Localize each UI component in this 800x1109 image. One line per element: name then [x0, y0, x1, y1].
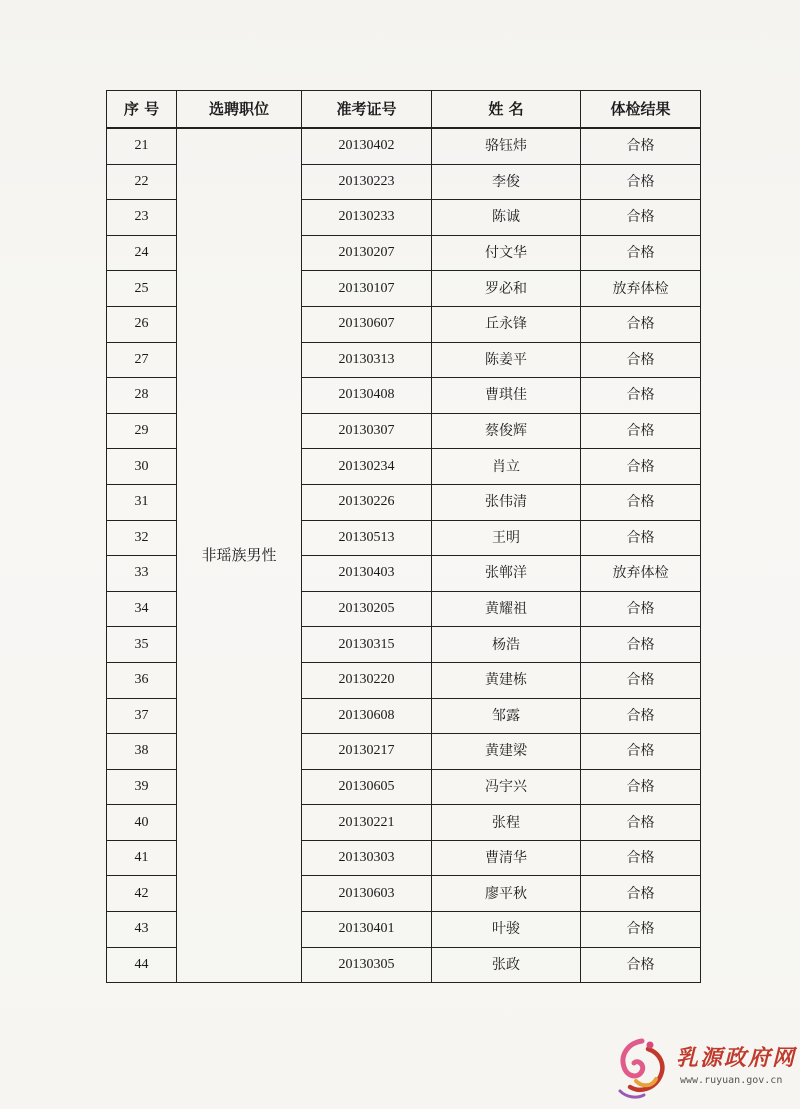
- cell-seq: 39: [107, 769, 177, 805]
- dragon-logo-icon: [612, 1035, 674, 1101]
- cell-name: 付文华: [432, 235, 581, 271]
- cell-seq: 29: [107, 413, 177, 449]
- header-exam-id: 准考证号: [302, 91, 432, 129]
- cell-seq: 22: [107, 164, 177, 200]
- watermark-brand: 乳源政府网: [676, 1046, 797, 1071]
- cell-result: 合格: [581, 591, 701, 627]
- cell-exam-id: 20130221: [302, 805, 432, 841]
- cell-result: 合格: [581, 805, 701, 841]
- cell-seq: 41: [107, 840, 177, 876]
- header-result: 体检结果: [581, 91, 701, 129]
- cell-seq: 34: [107, 591, 177, 627]
- cell-result: 合格: [581, 627, 701, 663]
- cell-name: 蔡俊辉: [432, 413, 581, 449]
- cell-name: 陈姜平: [432, 342, 581, 378]
- cell-exam-id: 20130307: [302, 413, 432, 449]
- cell-exam-id: 20130226: [302, 484, 432, 520]
- cell-name: 骆钰炜: [432, 128, 581, 164]
- exam-result-table: [106, 90, 701, 983]
- cell-seq: 25: [107, 271, 177, 307]
- cell-exam-id: 20130401: [302, 912, 432, 948]
- cell-exam-id: 20130303: [302, 840, 432, 876]
- cell-result: 合格: [581, 947, 701, 983]
- cell-result: 合格: [581, 200, 701, 236]
- cell-exam-id: 20130402: [302, 128, 432, 164]
- cell-name: 张程: [432, 805, 581, 841]
- cell-seq: 23: [107, 200, 177, 236]
- cell-result: 合格: [581, 128, 701, 164]
- cell-name: 冯宇兴: [432, 769, 581, 805]
- cell-seq: 40: [107, 805, 177, 841]
- cell-name: 丘永锋: [432, 306, 581, 342]
- cell-result: 合格: [581, 235, 701, 271]
- cell-name: 张郸洋: [432, 556, 581, 592]
- cell-seq: 35: [107, 627, 177, 663]
- cell-exam-id: 20130233: [302, 200, 432, 236]
- cell-name: 曹清华: [432, 840, 581, 876]
- cell-exam-id: 20130315: [302, 627, 432, 663]
- cell-result: 合格: [581, 449, 701, 485]
- cell-result: 合格: [581, 342, 701, 378]
- cell-seq: 31: [107, 484, 177, 520]
- table-row: [107, 128, 701, 164]
- cell-seq: 38: [107, 734, 177, 770]
- cell-result: 合格: [581, 876, 701, 912]
- cell-seq: 36: [107, 662, 177, 698]
- header-name: 姓 名: [432, 91, 581, 129]
- cell-name: 邹露: [432, 698, 581, 734]
- cell-exam-id: 20130605: [302, 769, 432, 805]
- cell-name: 陈诚: [432, 200, 581, 236]
- cell-seq: 32: [107, 520, 177, 556]
- cell-name: 肖立: [432, 449, 581, 485]
- header-position: 选聘职位: [177, 91, 302, 129]
- cell-result: 合格: [581, 413, 701, 449]
- cell-seq: 30: [107, 449, 177, 485]
- cell-exam-id: 20130220: [302, 662, 432, 698]
- cell-exam-id: 20130403: [302, 556, 432, 592]
- cell-exam-id: 20130205: [302, 591, 432, 627]
- cell-exam-id: 20130223: [302, 164, 432, 200]
- cell-name: 王明: [432, 520, 581, 556]
- cell-name: 黄建栋: [432, 662, 581, 698]
- cell-exam-id: 20130234: [302, 449, 432, 485]
- cell-result: 合格: [581, 520, 701, 556]
- cell-result: 合格: [581, 769, 701, 805]
- cell-exam-id: 20130513: [302, 520, 432, 556]
- site-watermark: [610, 1035, 800, 1105]
- cell-result: 合格: [581, 378, 701, 414]
- cell-name: 黄建梁: [432, 734, 581, 770]
- cell-result: 合格: [581, 698, 701, 734]
- cell-seq: 37: [107, 698, 177, 734]
- table-body: [107, 128, 701, 983]
- cell-result: 合格: [581, 484, 701, 520]
- cell-result: 合格: [581, 912, 701, 948]
- table-header-row: [107, 91, 701, 129]
- cell-seq: 43: [107, 912, 177, 948]
- cell-name: 黄耀祖: [432, 591, 581, 627]
- cell-exam-id: 20130305: [302, 947, 432, 983]
- cell-exam-id: 20130217: [302, 734, 432, 770]
- cell-result: 合格: [581, 662, 701, 698]
- cell-result: 合格: [581, 164, 701, 200]
- header-seq: 序 号: [107, 91, 177, 129]
- cell-seq: 24: [107, 235, 177, 271]
- cell-seq: 28: [107, 378, 177, 414]
- cell-name: 李俊: [432, 164, 581, 200]
- cell-seq: 26: [107, 306, 177, 342]
- watermark-url: www.ruyuan.gov.cn: [680, 1075, 783, 1086]
- cell-seq: 27: [107, 342, 177, 378]
- cell-seq: 42: [107, 876, 177, 912]
- cell-exam-id: 20130608: [302, 698, 432, 734]
- cell-exam-id: 20130408: [302, 378, 432, 414]
- cell-exam-id: 20130607: [302, 306, 432, 342]
- cell-name: 叶骏: [432, 912, 581, 948]
- cell-seq: 44: [107, 947, 177, 983]
- cell-name: 杨浩: [432, 627, 581, 663]
- cell-name: 罗必和: [432, 271, 581, 307]
- cell-exam-id: 20130107: [302, 271, 432, 307]
- cell-exam-id: 20130313: [302, 342, 432, 378]
- cell-name: 曹琪佳: [432, 378, 581, 414]
- cell-result: 合格: [581, 306, 701, 342]
- cell-exam-id: 20130603: [302, 876, 432, 912]
- cell-exam-id: 20130207: [302, 235, 432, 271]
- cell-position: 非瑶族男性: [177, 128, 302, 983]
- cell-result: 合格: [581, 840, 701, 876]
- cell-seq: 33: [107, 556, 177, 592]
- cell-name: 张伟清: [432, 484, 581, 520]
- cell-result: 合格: [581, 734, 701, 770]
- cell-name: 廖平秋: [432, 876, 581, 912]
- cell-seq: 21: [107, 128, 177, 164]
- cell-name: 张政: [432, 947, 581, 983]
- cell-result: 放弃体检: [581, 271, 701, 307]
- cell-result: 放弃体检: [581, 556, 701, 592]
